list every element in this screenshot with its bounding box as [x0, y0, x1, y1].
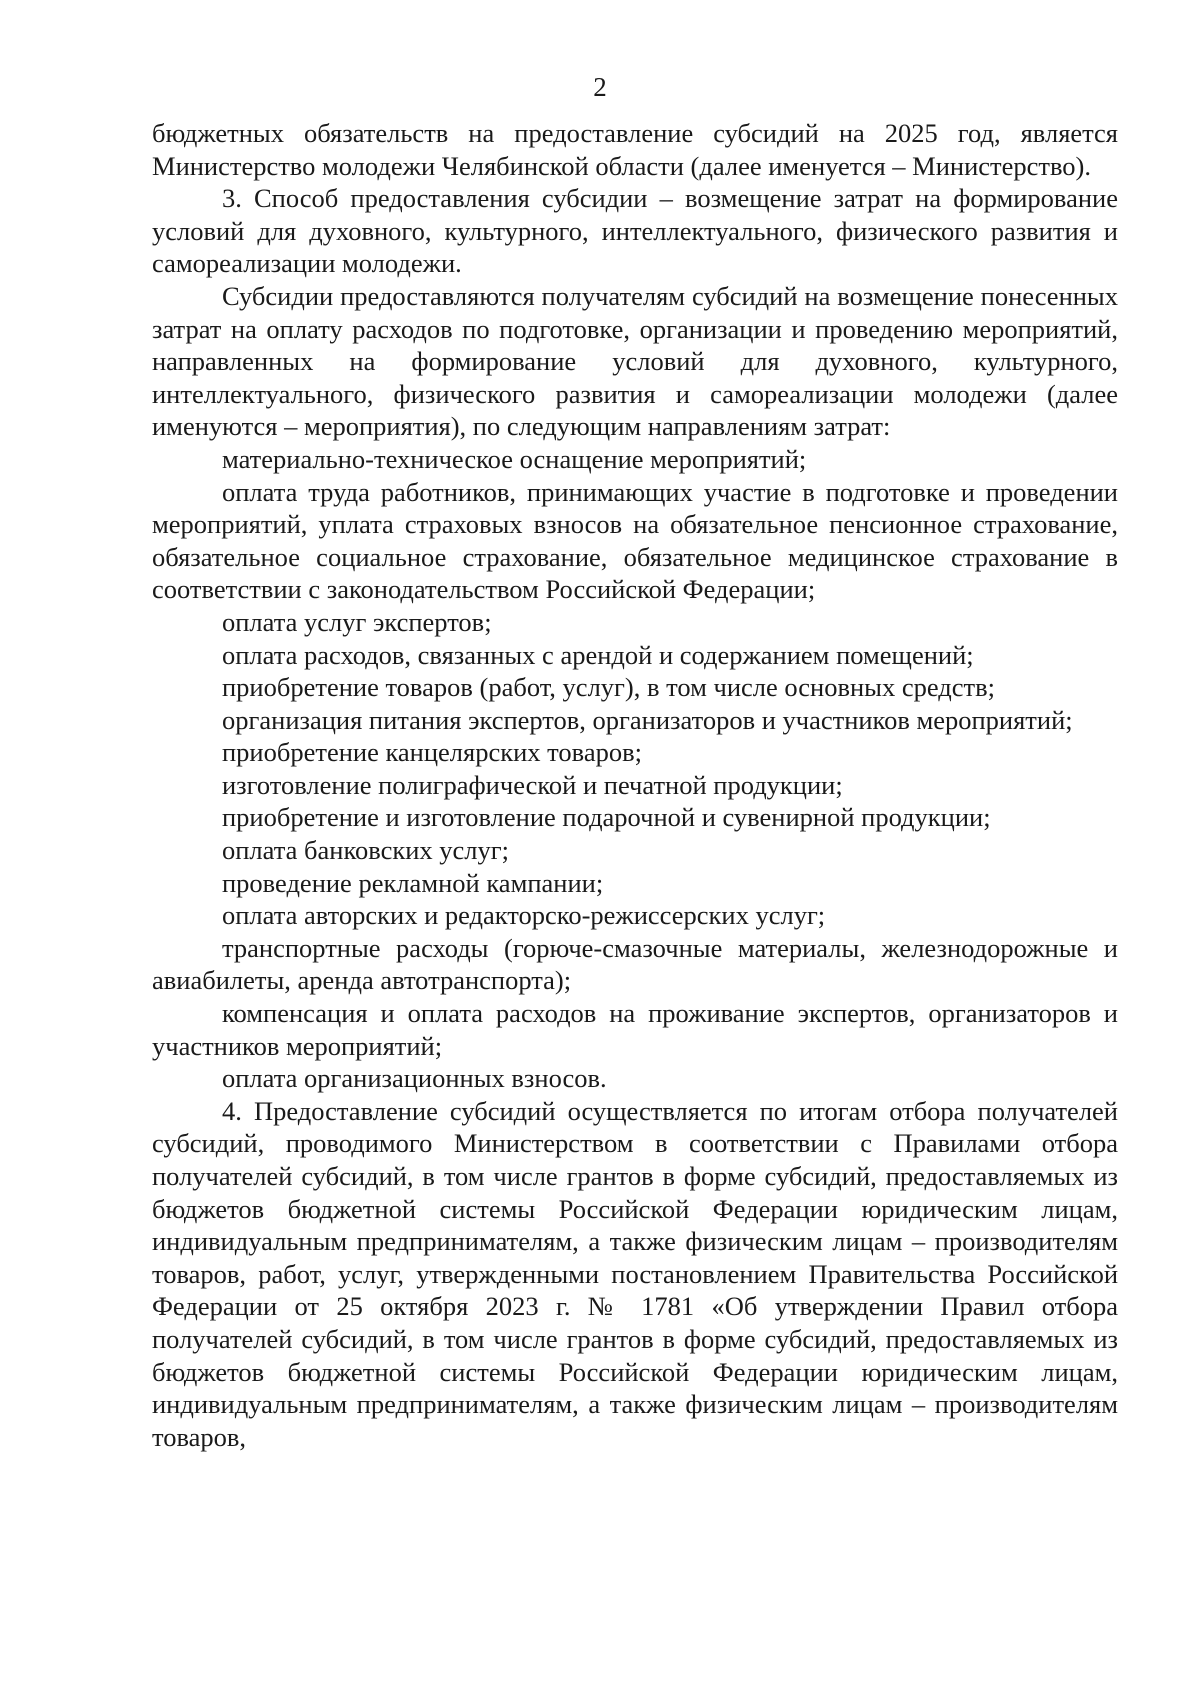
paragraph: Субсидии предоставляются получателям субсидий на возмещение понесенных затрат на оплату расходов по подготовке, организации и проведению мероприятий, направленных на формирование условий для духовного, культурного, интеллектуального, физического развития и самореализации молодежи (далее именуются – мероприятия), по следующим направлениям затрат:	[152, 280, 1118, 442]
list-item: изготовление полиграфической и печатной продукции;	[222, 769, 843, 800]
list-item: приобретение товаров (работ, услуг), в том числе основных средств;	[222, 672, 995, 703]
paragraph: бюджетных обязательств на предоставление субсидий на 2025 год, является Министерство молодежи Челябинской области (далее именуется – Министерство).	[152, 118, 1118, 181]
list-item: проведение рекламной кампании;	[222, 867, 604, 898]
list-item: приобретение канцелярских товаров;	[222, 737, 642, 768]
list-item: материально-техническое оснащение мероприятий;	[222, 443, 807, 474]
document-body	[152, 117, 1118, 1453]
list-item: оплата организационных взносов.	[222, 1063, 607, 1094]
list-item: оплата труда работников, принимающих участие в подготовке и проведении мероприятий, уплата страховых взносов на обязательное пенсионное страхование, обязательное социальное страхование, обязательное медицинское страхование в соответствии с законодательством Российской Федерации;	[152, 476, 1118, 605]
list-item: организация питания экспертов, организаторов и участников мероприятий;	[222, 704, 1073, 735]
list-item: транспортные расходы (горюче-смазочные материалы, железнодорожные и авиабилеты, аренда автотранспорта);	[152, 932, 1118, 996]
list-item: оплата авторских и редакторско-режиссерских услуг;	[222, 900, 826, 931]
paragraph-section-4: 4. Предоставление субсидий осуществляется по итогам отбора получателей субсидий, проводимого Министерством в соответствии с Правилами отбора получателей субсидий, в том числе грантов в форме субсидий, предоставляемых из бюджетов бюджетной системы Российской Федерации юридическим лицам, индивидуальным предпринимателям, а также физическим лицам – производителям товаров, работ, услуг, утвержденными постановлением Правительства Российской Федерации от 25 октября 2023 г. № 1781 «Об утверждении Правил отбора получателей субсидий, в том числе грантов в форме субсидий, предоставляемых из бюджетов бюджетной системы Российской Федерации юридическим лицам, индивидуальным предпринимателям, а также физическим лицам – производителям товаров,	[152, 1095, 1118, 1452]
paragraph-section-3: 3. Способ предоставления субсидии – возмещение затрат на формирование условий для духовного, культурного, интеллектуального, физического развития и самореализации молодежи.	[152, 183, 1118, 279]
list-item: приобретение и изготовление подарочной и сувенирной продукции;	[222, 802, 991, 833]
list-item: оплата расходов, связанных с арендой и содержанием помещений;	[222, 639, 974, 670]
list-item: оплата услуг экспертов;	[222, 606, 492, 637]
page-number: 2	[593, 72, 607, 102]
list-item: оплата банковских услуг;	[222, 835, 509, 866]
list-item: компенсация и оплата расходов на проживание экспертов, организаторов и участников мероприятий;	[152, 998, 1118, 1061]
